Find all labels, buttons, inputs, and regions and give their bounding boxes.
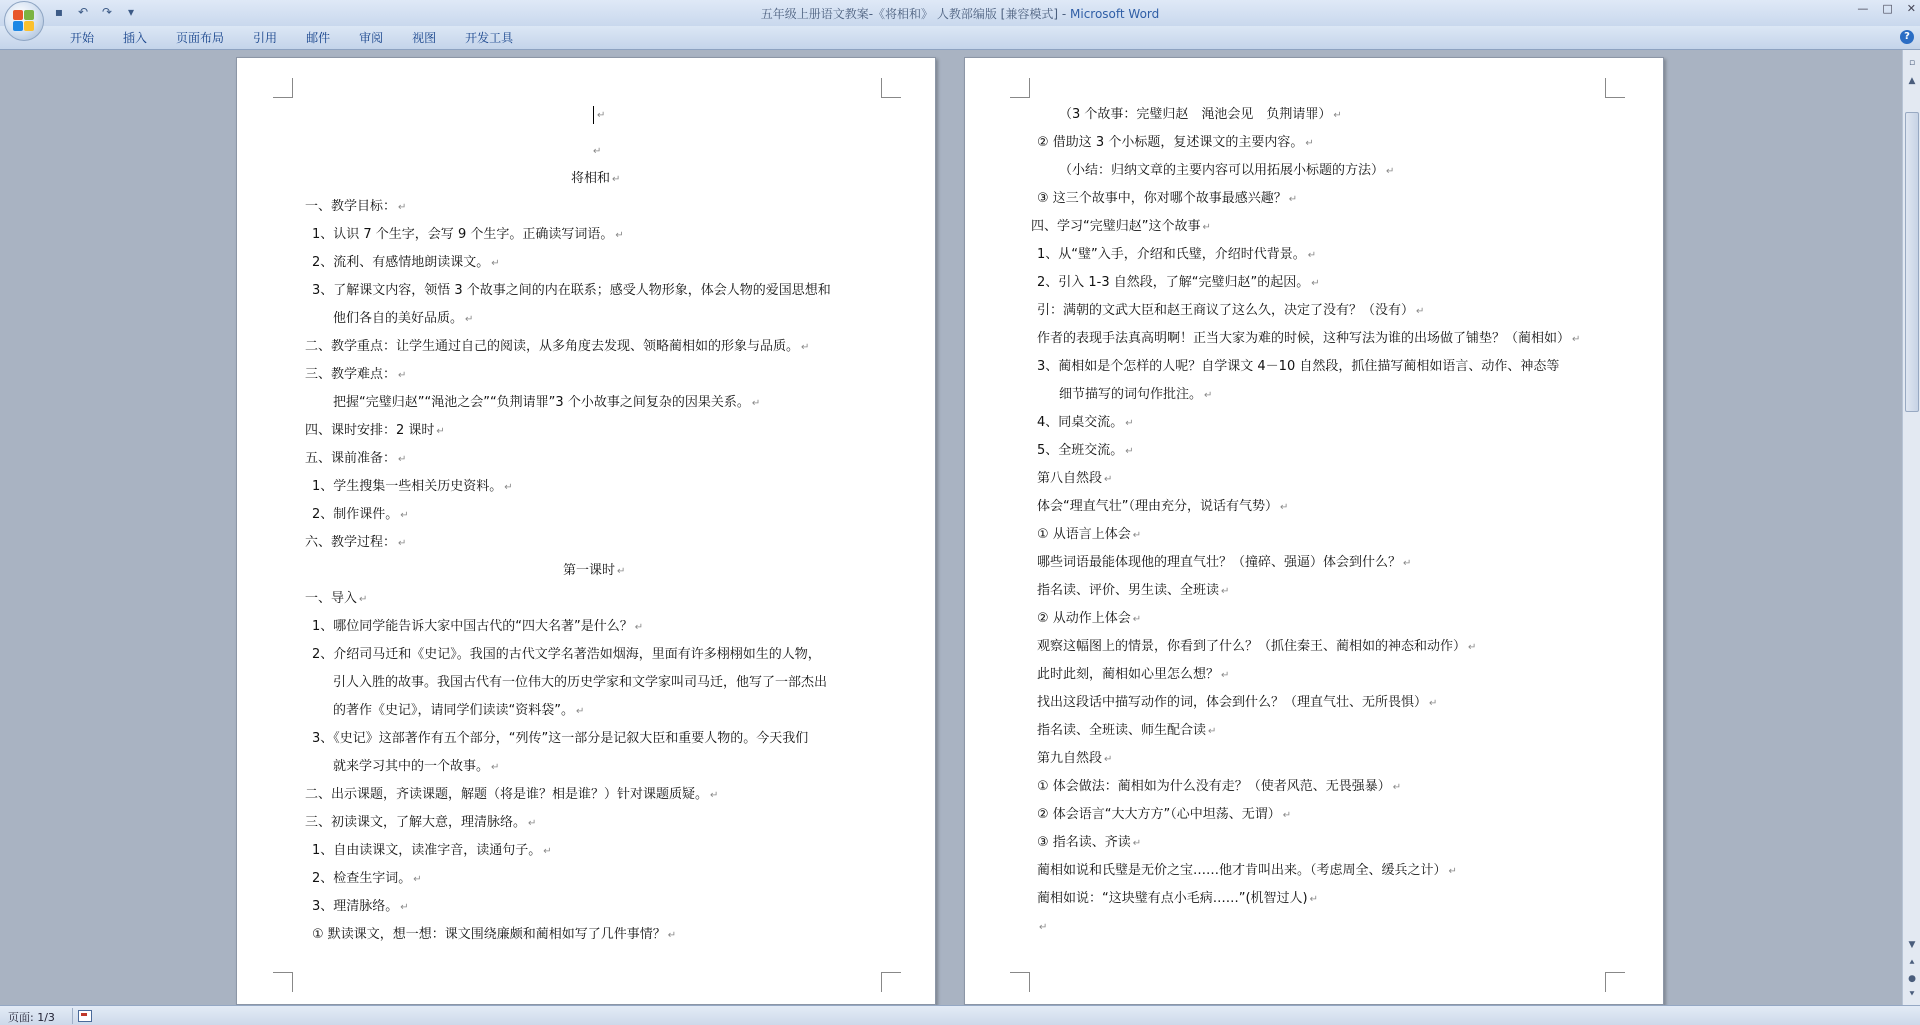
text-line: 3、了解课文内容，领悟 3 个故事之间的内在联系；感受人物形象，体会人物的爱国思想和 (312, 283, 831, 298)
select-browse-object-icon[interactable]: ● (1908, 974, 1916, 984)
text-line: 第九自然段 ↵ (1037, 750, 1112, 769)
text-line: 四、学习“完璧归赵”这个故事 ↵ (1031, 218, 1211, 237)
text-line: 细节描写的词句作批注。 ↵ (1059, 386, 1212, 405)
text-line: 3、蔺相如是个怎样的人呢？自学课文 4－10 自然段，抓住描写蔺相如语言、动作、神态等 (1037, 359, 1560, 374)
text-line: 蔺相如说和氏璧是无价之宝……他才肯叫出来。（考虑周全、缓兵之计） ↵ (1037, 862, 1457, 881)
tab-view[interactable]: 视图 (412, 31, 437, 45)
text-line: 1、哪位同学能告诉大家中国古代的“四大名著”是什么？ ↵ (312, 618, 643, 637)
proofing-icon[interactable] (78, 1010, 92, 1022)
text-line: 三、教学难点： ↵ (305, 366, 406, 385)
text-line: 2、检查生字词。 ↵ (312, 870, 422, 889)
ribbon (0, 26, 1920, 50)
text-line: 3、《史记》这部著作有五个部分，“列传”这一部分是记叙大臣和重要人物的。今天我们 (312, 731, 809, 746)
save-icon[interactable]: ▪ (54, 5, 64, 19)
text-line: 六、教学过程： ↵ (305, 534, 406, 553)
text-line: 2、流利、有感情地朗读课文。 ↵ (312, 254, 500, 273)
text-line: 他们各自的美好品质。 ↵ (333, 310, 473, 329)
text-line: 把握“完璧归赵”“渑池之会”“负荆请罪”3 个小故事之间复杂的因果关系。 ↵ (333, 394, 760, 413)
maximize-button[interactable]: □ (1882, 2, 1893, 15)
ribbon-tabs (58, 30, 530, 46)
text-line: 1、认识 7 个生字，会写 9 个生字。正确读写词语。 ↵ (312, 226, 624, 245)
text-line: ① 从语言上体会 ↵ (1037, 526, 1141, 545)
tab-developer[interactable]: 开发工具 (465, 31, 514, 45)
text-line: 哪些词语最能体现他的理直气壮？（撞碎、强逼）体会到什么？ ↵ (1037, 554, 1411, 573)
text-line: 指名读、全班读、师生配合读 ↵ (1037, 722, 1216, 741)
margin-corner-mark (1010, 972, 1030, 992)
margin-corner-mark (273, 972, 293, 992)
tab-home[interactable]: 开始 (70, 31, 95, 45)
text-line: 二、出示课题，齐读课题，解题（将是谁？相是谁？）针对课题质疑。 ↵ (305, 786, 718, 805)
margin-corner-mark (273, 78, 293, 98)
ruler-toggle-icon[interactable]: ▫ (1908, 58, 1916, 68)
text-line: ② 体会语言“大大方方”（心中坦荡、无谓） ↵ (1037, 806, 1291, 825)
text-line: 引：满朝的文武大臣和赵王商议了这么久，决定了没有？（没有） ↵ (1037, 302, 1424, 321)
text-line (595, 106, 605, 125)
scroll-up-icon[interactable]: ▲ (1908, 76, 1916, 86)
tab-page-layout[interactable]: 页面布局 (176, 31, 225, 45)
text-line: ① 体会做法：蔺相如为什么没有走？（使者风范、无畏强暴） ↵ (1037, 778, 1401, 797)
scrollbar-thumb[interactable] (1905, 112, 1919, 412)
window-controls (1857, 2, 1916, 15)
text-line (591, 142, 601, 161)
page-count-indicator[interactable]: 页面: 1/3 (8, 1011, 55, 1024)
app-name: Microsoft Word (1070, 7, 1160, 21)
status-bar (0, 1005, 1920, 1025)
text-line: ③ 这三个故事中，你对哪个故事最感兴趣？ ↵ (1037, 190, 1297, 209)
text-line: ① 默读课文，想一想：课文围绕廉颇和蔺相如写了几件事情？ ↵ (312, 926, 676, 945)
text-line: 2、引入 1-3 自然段，了解“完璧归赵”的起因。 ↵ (1037, 274, 1320, 293)
text-line: （3 个故事：完璧归赵 渑池会见 负荆请罪） ↵ (1059, 106, 1342, 125)
text-line (1037, 918, 1047, 937)
text-line: 一、教学目标： ↵ (305, 198, 406, 217)
document-title: 五年级上册语文教案-《将相和》 人教部编版 [兼容模式] - (760, 7, 1070, 21)
text-cursor (593, 106, 594, 124)
text-line: 第八自然段 ↵ (1037, 470, 1112, 489)
text-line: 三、初读课文，了解大意，理清脉络。 ↵ (305, 814, 536, 833)
tab-mailings[interactable]: 邮件 (306, 31, 331, 45)
margin-corner-mark (1605, 78, 1625, 98)
next-page-icon[interactable]: ⯆ (1908, 990, 1916, 1000)
tab-insert[interactable]: 插入 (123, 31, 148, 45)
close-button[interactable]: ✕ (1906, 2, 1916, 15)
vertical-scrollbar[interactable] (1902, 50, 1920, 1005)
margin-corner-mark (881, 78, 901, 98)
text-line: 2、介绍司马迁和《史记》。我国的古代文学名著浩如烟海，里面有许多栩栩如生的人物， (312, 647, 821, 662)
text-line: 1、从“璧”入手，介绍和氏璧，介绍时代背景。 ↵ (1037, 246, 1316, 265)
document-title: 将相和 ↵ (571, 170, 620, 189)
text-line: 3、理清脉络。 ↵ (312, 898, 409, 917)
title-bar (0, 0, 1920, 26)
text-line: 找出这段话中描写动作的词，体会到什么？（理直气壮、无所畏惧） ↵ (1037, 694, 1437, 713)
text-line: ② 从动作上体会 ↵ (1037, 610, 1141, 629)
status-divider (72, 1008, 73, 1024)
redo-icon[interactable]: ↷ (101, 5, 113, 19)
window-title (0, 5, 1920, 22)
text-line: 5、全班交流。 ↵ (1037, 442, 1134, 461)
text-line: 四、课时安排：2 课时 ↵ (305, 422, 445, 441)
document-page-1[interactable] (236, 57, 936, 1005)
undo-icon[interactable]: ↶ (77, 5, 89, 19)
section-heading: 第一课时 ↵ (563, 562, 625, 581)
text-line: 2、制作课件。 ↵ (312, 506, 409, 525)
tab-review[interactable]: 审阅 (359, 31, 384, 45)
tab-references[interactable]: 引用 (253, 31, 278, 45)
text-line: 1、学生搜集一些相关历史资料。 ↵ (312, 478, 513, 497)
text-line: （小结：归纳文章的主要内容可以用拓展小标题的方法） ↵ (1059, 162, 1394, 181)
text-line: 的著作《史记》，请同学们读读“资料袋”。 ↵ (333, 702, 584, 721)
margin-corner-mark (881, 972, 901, 992)
text-line: ② 借助这 3 个小标题，复述课文的主要内容。 ↵ (1037, 134, 1314, 153)
text-line: 1、自由读课文，读准字音，读通句子。 ↵ (312, 842, 552, 861)
text-line: 作者的表现手法真高明啊！正当大家为难的时候，这种写法为谁的出场做了铺垫？（蔺相如） ↵ (1037, 330, 1580, 349)
margin-corner-mark (1010, 78, 1030, 98)
text-line: 五、课前准备： ↵ (305, 450, 406, 469)
text-line: 引人入胜的故事。我国古代有一位伟大的历史学家和文学家叫司马迁，他写了一部杰出 (333, 675, 828, 690)
text-line: 二、教学重点：让学生通过自己的阅读，从多角度去发现、领略蔺相如的形象与品质。 ↵ (305, 338, 809, 357)
customize-icon[interactable]: ▾ (127, 5, 135, 19)
help-icon[interactable]: ? (1900, 30, 1914, 44)
scroll-down-icon[interactable]: ▼ (1908, 940, 1916, 950)
text-line: 就来学习其中的一个故事。 ↵ (333, 758, 499, 777)
text-line: 指名读、评价、男生读、全班读 ↵ (1037, 582, 1229, 601)
margin-corner-mark (1605, 972, 1625, 992)
text-line: 体会“理直气壮”（理由充分，说话有气势） ↵ (1037, 498, 1288, 517)
text-line: 观察这幅图上的情景，你看到了什么？（抓住秦王、蔺相如的神态和动作） ↵ (1037, 638, 1476, 657)
minimize-button[interactable]: — (1857, 2, 1869, 15)
document-page-2[interactable] (964, 57, 1664, 1005)
office-button[interactable] (4, 1, 44, 41)
office-logo-icon (13, 10, 35, 32)
text-line: 此时此刻，蔺相如心里怎么想？ ↵ (1037, 666, 1229, 685)
text-line: 4、同桌交流。 ↵ (1037, 414, 1134, 433)
text-line: 一、导入 ↵ (305, 590, 367, 609)
previous-page-icon[interactable]: ⯅ (1908, 958, 1916, 968)
text-line: 蔺相如说：“这块璧有点小毛病……”(机智过人) ↵ (1037, 890, 1318, 909)
text-line: ③ 指名读、齐读 ↵ (1037, 834, 1141, 853)
